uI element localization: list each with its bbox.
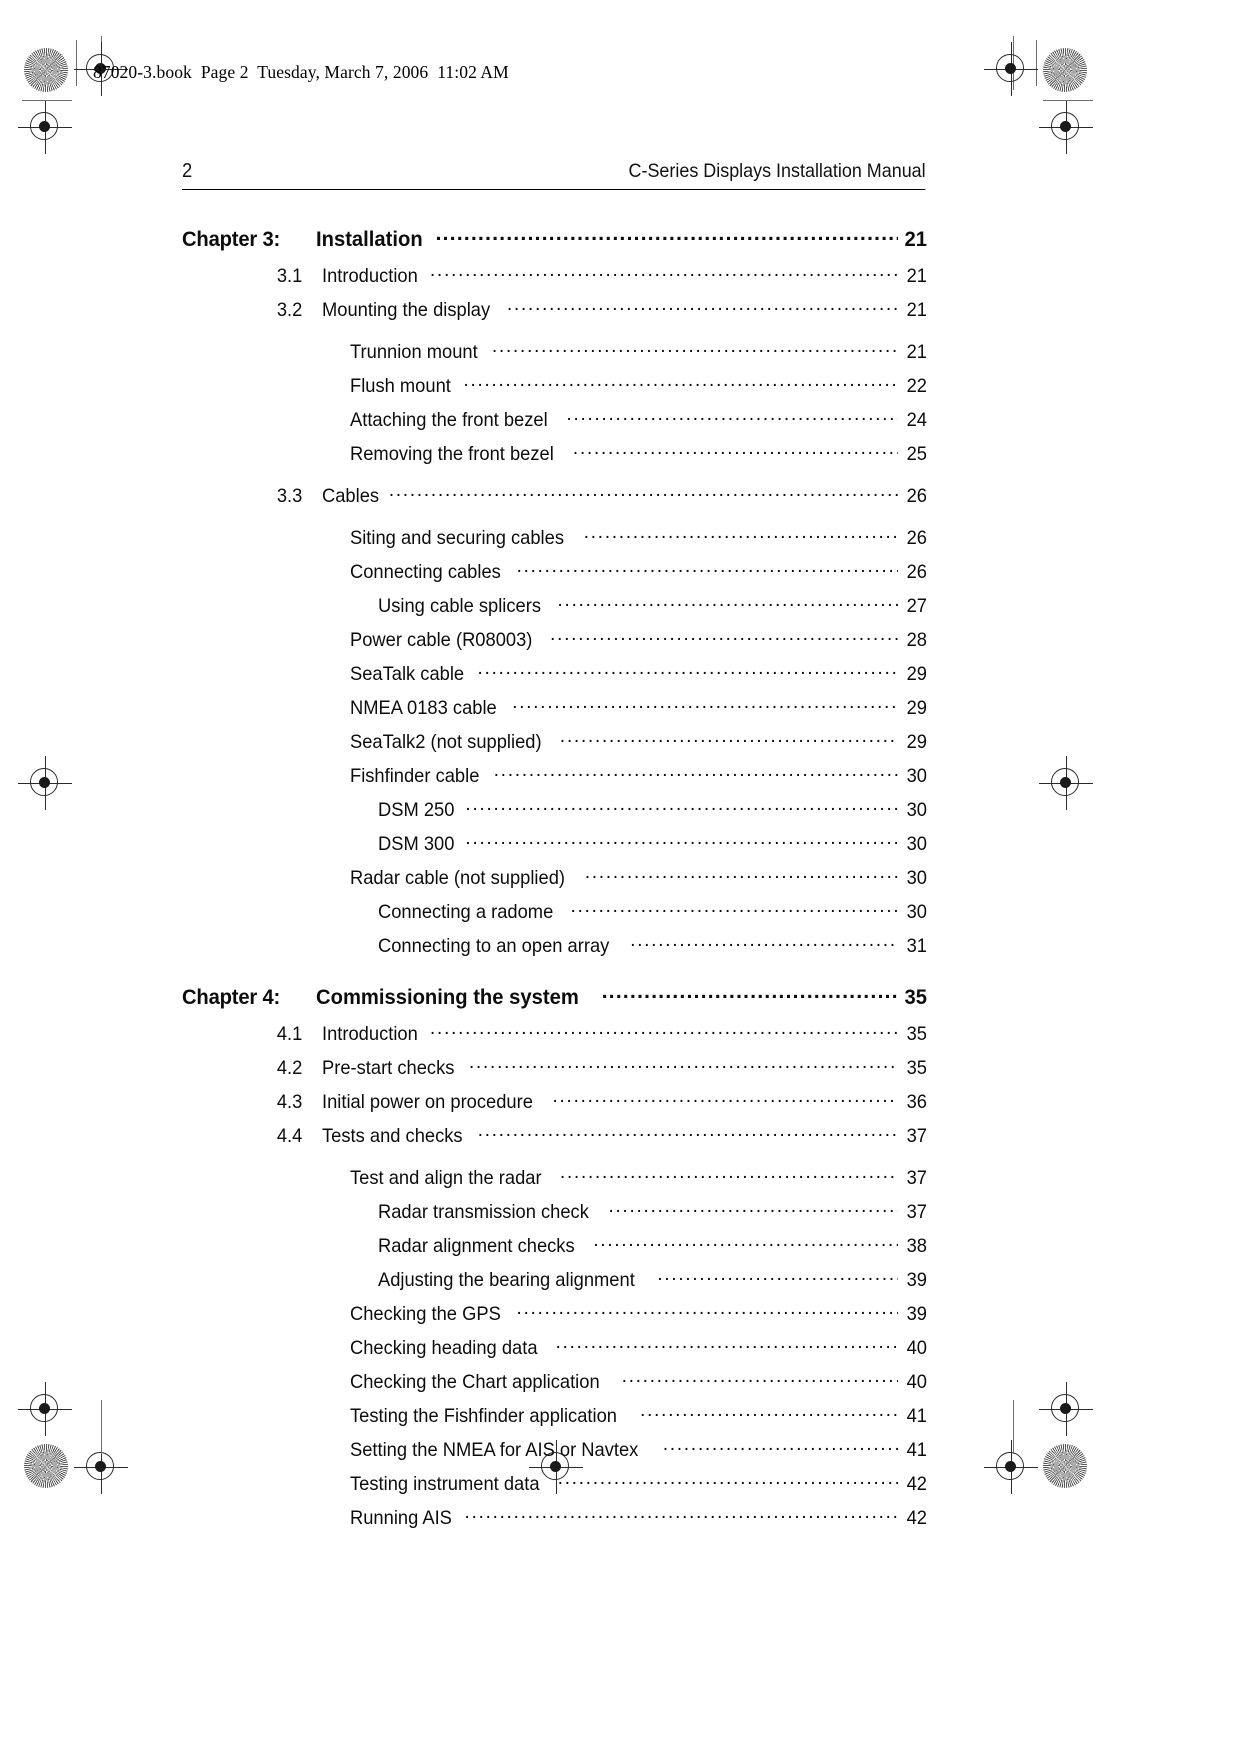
toc-entry-label: Radar cable (not supplied) xyxy=(350,866,565,889)
toc-leader-dots xyxy=(507,296,898,316)
toc-entry-label: Checking the Chart application xyxy=(350,1370,600,1393)
toc-entry-page-number: 39 xyxy=(906,1302,927,1325)
toc-entry-row[interactable] xyxy=(182,1054,927,1078)
trim-line-bottom-left-v xyxy=(101,1400,102,1454)
registration-cross-left-lower xyxy=(22,1386,68,1432)
toc-entry-label: Adjusting the bearing alignment xyxy=(378,1268,635,1291)
toc-entry-label: Test and align the radar xyxy=(350,1166,542,1189)
toc-entry-label: Fishfinder cable xyxy=(350,764,480,787)
toc-entry-page-number: 21 xyxy=(904,226,927,251)
toc-entry-page-number: 37 xyxy=(906,1200,927,1223)
toc-entry-label: Radar alignment checks xyxy=(378,1234,575,1257)
toc-entry-row[interactable] xyxy=(182,762,927,786)
toc-entry-row[interactable] xyxy=(182,1266,927,1290)
star-target-mark-bottom-left xyxy=(24,1444,68,1488)
toc-leader-dots xyxy=(566,406,898,426)
toc-leader-dots xyxy=(608,1198,898,1218)
registration-cross-right-middle xyxy=(1043,760,1089,806)
toc-entry-row[interactable] xyxy=(182,864,927,888)
toc-entry-label: Connecting a radome xyxy=(378,900,554,923)
print-slug-line: 87020-3.book Page 2 Tuesday, March 7, 2006 11:02 AM xyxy=(93,62,509,82)
toc-entry-row[interactable] xyxy=(182,796,927,820)
toc-entry-page-number: 30 xyxy=(906,764,927,787)
page-number-folio: 2 xyxy=(182,160,193,182)
toc-leader-dots xyxy=(585,864,898,884)
trim-line-left-upper xyxy=(22,100,72,101)
toc-entry-page-number: 40 xyxy=(906,1336,927,1359)
toc-entry-number: Chapter 4: xyxy=(182,984,281,1009)
toc-leader-dots xyxy=(465,796,898,816)
toc-entry-page-number: 27 xyxy=(906,594,927,617)
toc-entry-label: SeaTalk cable xyxy=(350,662,465,685)
toc-entry-page-number: 30 xyxy=(906,832,927,855)
toc-entry-row[interactable] xyxy=(182,1504,927,1528)
toc-leader-dots xyxy=(516,558,898,578)
registration-cross-left-middle xyxy=(22,760,68,806)
toc-entry-label: Removing the front bezel xyxy=(350,442,554,465)
star-target-mark-bottom-right xyxy=(1043,1444,1087,1488)
toc-entry-page-number: 41 xyxy=(906,1438,927,1461)
registration-cross-bottom-right xyxy=(988,1444,1034,1490)
toc-leader-dots xyxy=(550,626,898,646)
toc-leader-dots xyxy=(477,660,898,680)
toc-entry-row[interactable] xyxy=(182,1088,927,1112)
toc-entry-label: Radar transmission check xyxy=(378,1200,589,1223)
toc-entry-row[interactable] xyxy=(182,406,927,430)
star-target-mark-top-right xyxy=(1043,48,1087,92)
toc-entry-number: 4.3 xyxy=(276,1090,303,1113)
toc-leader-dots xyxy=(630,932,898,952)
toc-entry-row[interactable] xyxy=(182,558,927,582)
toc-entry-number: 4.1 xyxy=(276,1022,303,1045)
toc-entry-label: Connecting to an open array xyxy=(378,934,610,957)
toc-entry-number: Chapter 3: xyxy=(182,226,281,251)
toc-entry-page-number: 31 xyxy=(906,934,927,957)
toc-leader-dots xyxy=(389,482,898,502)
toc-entry-page-number: 41 xyxy=(906,1404,927,1427)
toc-leader-dots xyxy=(463,372,898,392)
toc-leader-dots xyxy=(558,1470,898,1490)
trim-line-vertical-right xyxy=(1036,40,1037,86)
toc-entry-page-number: 21 xyxy=(906,340,927,363)
toc-entry-label: Testing the Fishfinder application xyxy=(350,1404,617,1427)
registration-cross-right-upper xyxy=(1043,104,1089,150)
toc-entry-page-number: 38 xyxy=(906,1234,927,1257)
toc-leader-dots xyxy=(622,1368,898,1388)
toc-entry-label: DSM 300 xyxy=(378,832,455,855)
toc-entry-label: Flush mount xyxy=(350,374,451,397)
toc-leader-dots xyxy=(512,694,898,714)
toc-chapter-row[interactable] xyxy=(182,982,927,1008)
toc-entry-page-number: 35 xyxy=(906,1056,927,1079)
toc-entry-label: Checking heading data xyxy=(350,1336,538,1359)
toc-leader-dots xyxy=(478,1122,898,1142)
trim-line-right-upper xyxy=(1043,100,1093,101)
toc-entry-page-number: 37 xyxy=(906,1166,927,1189)
toc-entry-page-number: 26 xyxy=(906,484,927,507)
toc-leader-dots xyxy=(584,524,898,544)
table-of-contents xyxy=(182,224,927,1528)
toc-entry-label: Running AIS xyxy=(350,1506,452,1529)
toc-entry-row[interactable] xyxy=(182,1020,927,1044)
registration-cross-top-right xyxy=(988,46,1034,92)
toc-entry-row[interactable] xyxy=(182,1164,927,1188)
trim-line-bottom-right-v xyxy=(1013,1400,1014,1454)
toc-entry-label: Commissioning the system xyxy=(316,984,579,1009)
toc-entry-page-number: 35 xyxy=(904,984,927,1009)
toc-entry-number: 3.2 xyxy=(276,298,303,321)
document-title: C-Series Displays Installation Manual xyxy=(628,160,926,182)
toc-entry-label: Using cable splicers xyxy=(378,594,542,617)
toc-leader-dots xyxy=(556,1334,899,1354)
toc-entry-page-number: 39 xyxy=(906,1268,927,1291)
toc-entry-row[interactable] xyxy=(182,898,927,922)
toc-entry-page-number: 30 xyxy=(906,900,927,923)
toc-chapter-row[interactable] xyxy=(182,224,927,250)
toc-entry-page-number: 30 xyxy=(906,866,927,889)
toc-entry-label: Cables xyxy=(322,484,380,507)
toc-leader-dots xyxy=(465,830,898,850)
toc-leader-dots xyxy=(573,440,898,460)
toc-entry-row[interactable] xyxy=(182,1470,927,1494)
toc-entry-row[interactable] xyxy=(182,1198,927,1222)
toc-entry-label: NMEA 0183 cable xyxy=(350,696,497,719)
toc-entry-page-number: 29 xyxy=(906,696,927,719)
toc-entry-page-number: 40 xyxy=(906,1370,927,1393)
page-running-header xyxy=(182,160,926,190)
toc-leader-dots xyxy=(593,1232,898,1252)
toc-entry-number: 3.1 xyxy=(276,264,303,287)
trim-line-vertical-left xyxy=(76,40,77,86)
toc-leader-dots xyxy=(435,224,898,246)
toc-entry-row[interactable] xyxy=(182,1232,927,1256)
toc-leader-dots xyxy=(430,1020,898,1040)
toc-entry-row[interactable] xyxy=(182,1300,927,1324)
toc-entry-row[interactable] xyxy=(182,1436,927,1460)
toc-entry-label: Installation xyxy=(316,226,423,251)
toc-entry-page-number: 35 xyxy=(906,1022,927,1045)
toc-entry-label: Power cable (R08003) xyxy=(350,628,533,651)
toc-entry-row[interactable] xyxy=(182,1368,927,1392)
toc-entry-page-number: 29 xyxy=(906,662,927,685)
page-content-area xyxy=(182,160,927,1538)
toc-entry-label: Trunnion mount xyxy=(350,340,478,363)
toc-leader-dots xyxy=(469,1054,898,1074)
toc-entry-row[interactable] xyxy=(182,440,927,464)
toc-entry-label: Connecting cables xyxy=(350,560,501,583)
toc-entry-row[interactable] xyxy=(182,296,927,320)
toc-entry-page-number: 26 xyxy=(906,526,927,549)
toc-entry-label: Pre-start checks xyxy=(322,1056,455,1079)
toc-entry-page-number: 26 xyxy=(906,560,927,583)
toc-entry-number: 4.2 xyxy=(276,1056,303,1079)
toc-leader-dots xyxy=(516,1300,898,1320)
toc-leader-dots xyxy=(602,982,898,1004)
toc-entry-page-number: 25 xyxy=(906,442,927,465)
toc-leader-dots xyxy=(557,592,898,612)
toc-entry-label: Introduction xyxy=(322,264,418,287)
toc-entry-page-number: 42 xyxy=(906,1506,927,1529)
toc-entry-row[interactable] xyxy=(182,1402,927,1426)
toc-entry-row[interactable] xyxy=(182,262,927,286)
toc-leader-dots xyxy=(657,1266,898,1286)
toc-entry-row[interactable] xyxy=(182,660,927,684)
toc-leader-dots xyxy=(430,262,898,282)
star-target-mark-top-left xyxy=(24,48,68,92)
toc-leader-dots xyxy=(552,1088,898,1108)
toc-entry-page-number: 22 xyxy=(906,374,927,397)
toc-leader-dots xyxy=(560,728,898,748)
toc-entry-row[interactable] xyxy=(182,372,927,396)
toc-entry-row[interactable] xyxy=(182,626,927,650)
registration-cross-right-lower xyxy=(1043,1386,1089,1432)
toc-entry-page-number: 29 xyxy=(906,730,927,753)
toc-entry-page-number: 36 xyxy=(906,1090,927,1113)
toc-entry-row[interactable] xyxy=(182,1334,927,1358)
registration-cross-left-upper xyxy=(22,104,68,150)
toc-entry-page-number: 24 xyxy=(906,408,927,431)
toc-entry-row[interactable] xyxy=(182,728,927,752)
toc-leader-dots xyxy=(663,1436,898,1456)
toc-entry-page-number: 37 xyxy=(906,1124,927,1147)
toc-entry-row[interactable] xyxy=(182,1122,927,1146)
toc-entry-label: Siting and securing cables xyxy=(350,526,564,549)
toc-entry-row[interactable] xyxy=(182,932,927,956)
toc-leader-dots xyxy=(640,1402,898,1422)
toc-entry-row[interactable] xyxy=(182,694,927,718)
toc-entry-label: DSM 250 xyxy=(378,798,455,821)
toc-entry-row[interactable] xyxy=(182,338,927,362)
toc-entry-label: Testing instrument data xyxy=(350,1472,540,1495)
toc-entry-label: Initial power on procedure xyxy=(322,1090,533,1113)
toc-leader-dots xyxy=(494,762,898,782)
toc-entry-label: Checking the GPS xyxy=(350,1302,501,1325)
toc-leader-dots xyxy=(560,1164,898,1184)
toc-entry-label: Attaching the front bezel xyxy=(350,408,548,431)
toc-entry-page-number: 21 xyxy=(906,298,927,321)
toc-entry-number: 3.3 xyxy=(276,484,303,507)
toc-leader-dots xyxy=(464,1504,898,1524)
toc-leader-dots xyxy=(570,898,898,918)
toc-entry-page-number: 28 xyxy=(906,628,927,651)
toc-entry-label: Setting the NMEA for AIS or Navtex xyxy=(350,1438,639,1461)
toc-leader-dots xyxy=(492,338,898,358)
toc-entry-label: Tests and checks xyxy=(322,1124,463,1147)
toc-entry-label: Mounting the display xyxy=(322,298,491,321)
toc-entry-row[interactable] xyxy=(182,830,927,854)
toc-entry-page-number: 42 xyxy=(906,1472,927,1495)
toc-entry-label: SeaTalk2 (not supplied) xyxy=(350,730,542,753)
toc-entry-number: 4.4 xyxy=(276,1124,303,1147)
toc-entry-row[interactable] xyxy=(182,524,927,548)
toc-entry-page-number: 21 xyxy=(906,264,927,287)
toc-entry-row[interactable] xyxy=(182,482,927,506)
toc-entry-label: Introduction xyxy=(322,1022,418,1045)
toc-entry-row[interactable] xyxy=(182,592,927,616)
toc-entry-page-number: 30 xyxy=(906,798,927,821)
